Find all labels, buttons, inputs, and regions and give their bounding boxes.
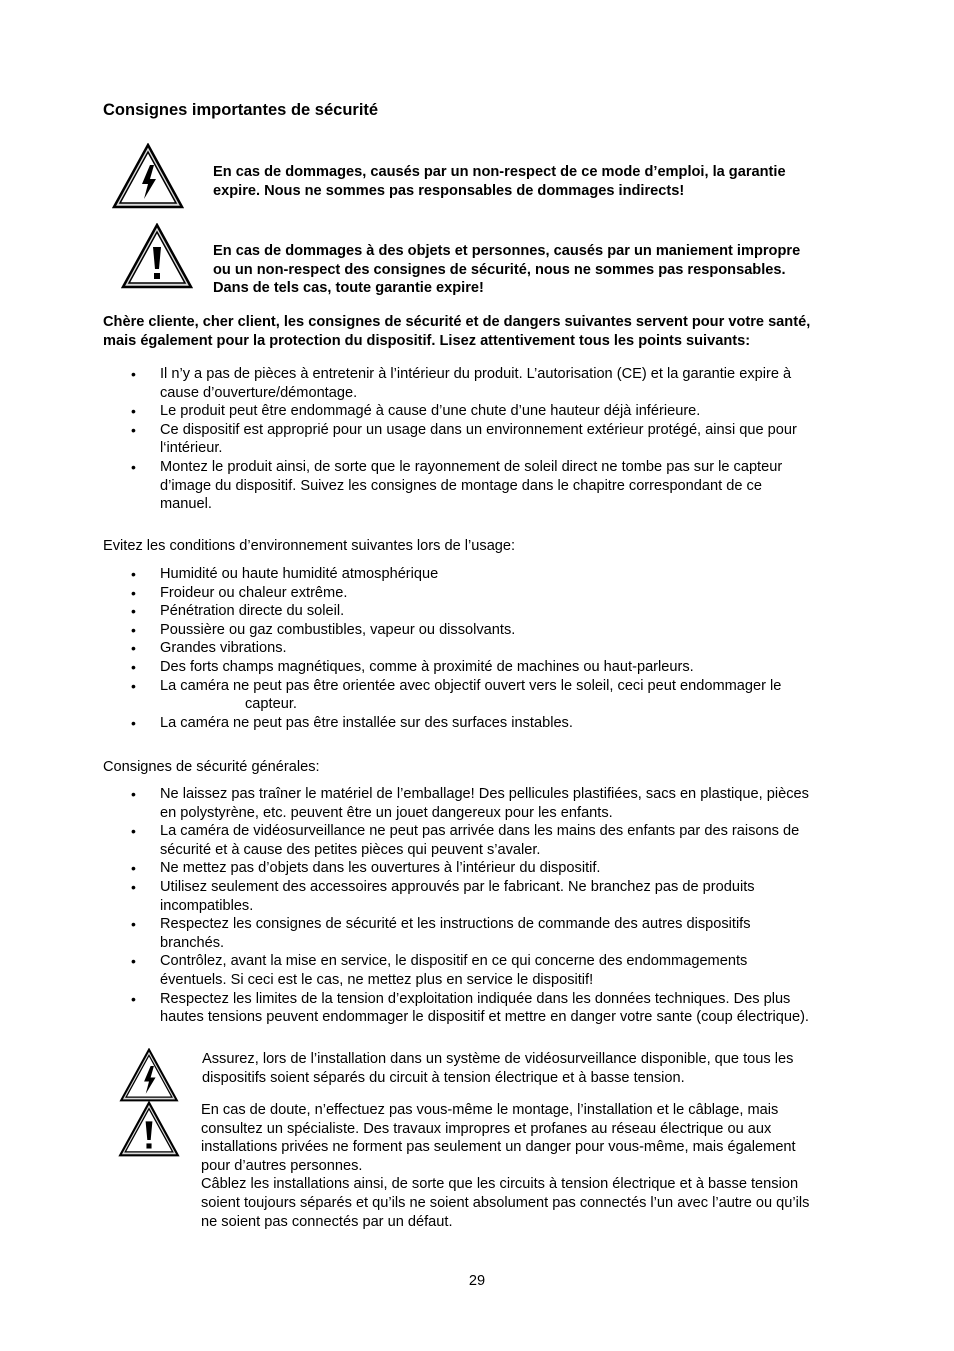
environment-conditions-list — [103, 565, 781, 732]
warning-text-damages: En cas de dommages, causés par un non-respect de ce mode d’emploi, la garantie expire. Nous ne sommes pas responsables de dommages indirects! — [213, 164, 786, 199]
list-item: • Pénétration directe du soleil. — [103, 602, 781, 621]
intro-paragraph: Chère cliente, cher client, les consignes de sécurité et de dangers suivantes servent pour votre santé, mais également pour la protection du dispositif. Lisez attentivement tous les points suivants: — [103, 314, 811, 349]
list-item: • Contrôlez, avant la mise en service, le dispositif en ce qui concerne des endommagements éventuels. Si ceci est le cas, ne mettez plus en service le dispositif! — [103, 952, 809, 989]
list-item: • Montez le produit ainsi, de sorte que le rayonnement de soleil direct ne tombe pas sur le capteur d’image du dispositif. Suivez les consignes de montage dans le chapitre correspondant de ce manuel. — [103, 458, 797, 514]
high-voltage-warning-icon — [118, 1048, 180, 1102]
list-item: • Ne laissez pas traîner le matériel de l’emballage! Des pellicules plastifiées, sacs en plastique, pièces en polystyrène, etc. peuvent être un jouet dangereux pour les enfants. — [103, 785, 809, 822]
list-item: • Ce dispositif est approprié pour un usage dans un environnement extérieur protégé, ainsi que pour l‘intérieur. — [103, 421, 797, 458]
exclamation-warning-icon — [121, 223, 193, 289]
list-item: • Le produit peut être endommagé à cause d’une chute d’une hauteur déjà inférieure. — [103, 402, 797, 421]
list-item: • La caméra de vidéosurveillance ne peut pas arrivée dans les mains des enfants par des raisons de sécurité et à cause des petites pièces qui peuvent s’avaler. — [103, 822, 809, 859]
exclamation-warning-icon — [118, 1101, 180, 1157]
list-item: • Froideur ou chaleur extrême. — [103, 584, 781, 603]
product-safety-list — [103, 365, 797, 514]
general-safety-heading: Consignes de sécurité générales: — [103, 759, 320, 775]
list-item: • Respectez les consignes de sécurité et les instructions de commande des autres dispositifs branchés. — [103, 915, 809, 952]
list-item: • Des forts champs magnétiques, comme à proximité de machines ou haut-parleurs. — [103, 658, 781, 677]
list-item: • Ne mettez pas d’objets dans les ouvertures à l’intérieur du dispositif. — [103, 859, 809, 878]
installation-separation-paragraph: Assurez, lors de l’installation dans un système de vidéosurveillance disponible, que tous les dispositifs soient séparés du circuit à tension électrique et à basse tension. — [202, 1051, 794, 1086]
list-item: • Respectez les limites de la tension d’exploitation indiquée dans les données techniques. Des plus hautes tensions peuvent endommager le dispositif et mettre en danger votre sante (coup électrique). — [103, 990, 809, 1027]
page-number: 29 — [468, 1273, 486, 1289]
high-voltage-warning-icon — [112, 143, 184, 209]
list-item: • Il n’y a pas de pièces à entretenir à l’intérieur du produit. L’autorisation (CE) et la garantie expire à cause d’ouverture/démontage. — [103, 365, 797, 402]
list-item: • La caméra ne peut pas être orientée avec objectif ouvert vers le soleil, ceci peut endommager le capteur. — [103, 677, 781, 714]
list-item: • Utilisez seulement des accessoires approuvés par le fabricant. Ne branchez pas de produits incompatibles. — [103, 878, 809, 915]
warning-text-liability: En cas de dommages à des objets et personnes, causés par un maniement impropre ou un non-respect des consignes de sécurité, nous ne sommes pas responsables. Dans de tels cas, toute garantie expire! — [213, 243, 801, 297]
list-item: • Poussière ou gaz combustibles, vapeur ou dissolvants. — [103, 621, 781, 640]
list-item: • La caméra ne peut pas être installée sur des surfaces instables. — [103, 714, 781, 733]
list-item: • Humidité ou haute humidité atmosphérique — [103, 565, 781, 584]
avoid-conditions-heading: Evitez les conditions d’environnement suivantes lors de l’usage: — [103, 538, 516, 554]
list-item: • Grandes vibrations. — [103, 639, 781, 658]
page-title: Consignes importantes de sécurité — [103, 101, 379, 119]
general-safety-list — [103, 785, 809, 1027]
specialist-advice-paragraph: En cas de doute, n’effectuez pas vous-même le montage, l’installation et le câblage, mais consultez un spécialiste. Des travaux impropres et profanes au réseau électrique ou aux installations privées ne forment pas seulement un danger pour vous-même, mais également pour d’autres personnes. Câblez les installations ainsi, de sorte que les circuits à tension électrique et à basse tension soient toujours séparés et qu’ils ne soient absolument pas connectés l’un avec l’autre ou qu’ils ne soient pas connectés par un défaut. — [201, 1102, 810, 1230]
